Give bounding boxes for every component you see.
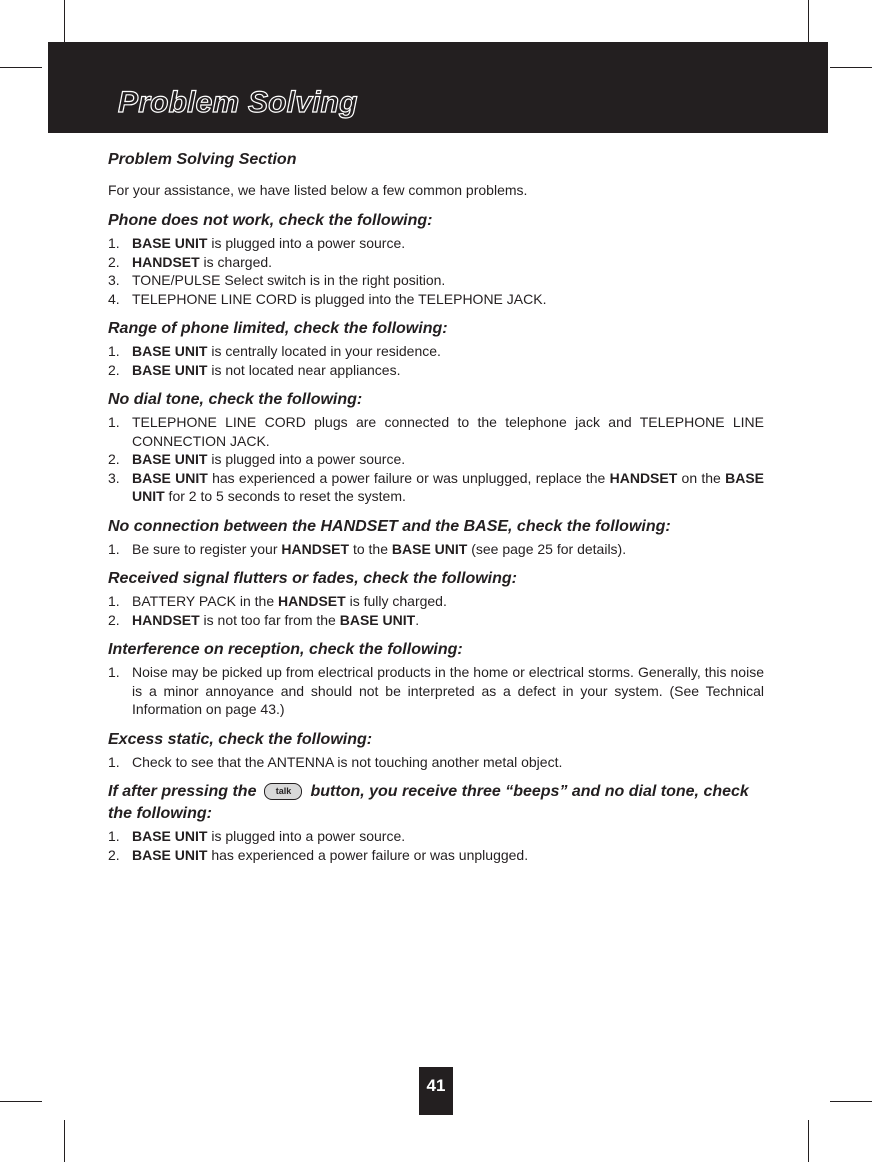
- list-item-text: TONE/PULSE Select switch is in the right position.: [132, 272, 446, 288]
- list-item: [108, 413, 764, 450]
- header-bar: [48, 42, 828, 133]
- list-item: [108, 342, 764, 361]
- list-item-number: 2.: [108, 361, 120, 378]
- bold-term: BASE UNIT: [132, 361, 208, 378]
- list-item: [108, 611, 764, 630]
- bold-term: BASE UNIT: [132, 469, 208, 486]
- list-item: [108, 846, 764, 865]
- list-item: [108, 290, 764, 309]
- crop-mark: [808, 0, 809, 42]
- list-item-number: 1.: [108, 593, 120, 609]
- list-item-number: 1.: [108, 828, 120, 844]
- list-item-number: 1.: [108, 540, 120, 557]
- bold-term: BASE UNIT: [339, 611, 416, 628]
- crop-mark: [0, 1101, 42, 1102]
- list-item-text: Be sure to register your: [132, 540, 282, 557]
- list-item-text: Check to see that the ANTENNA is not touching another metal object.: [132, 753, 563, 770]
- talk-key-icon: talk: [264, 783, 302, 800]
- bold-term: BASE UNIT: [132, 828, 208, 844]
- problem-section: [108, 318, 764, 379]
- item-list: [108, 413, 764, 506]
- list-item-text: BATTERY PACK in the: [132, 593, 279, 609]
- list-item-text: is plugged into a power source.: [207, 828, 406, 844]
- intro-heading: Problem Solving Section: [108, 151, 297, 168]
- list-item-text: is charged.: [199, 253, 273, 270]
- problem-section: [108, 210, 764, 308]
- list-item-number: 3.: [108, 272, 120, 288]
- list-item: [108, 663, 764, 719]
- bold-term: BASE UNIT: [132, 343, 208, 359]
- list-item-text: TELEPHONE LINE CORD plugs are connected to the telephone jack and TELEPHONE LINE CONNECTION JACK.: [132, 414, 764, 449]
- page-title: Problem Solving: [118, 86, 358, 119]
- list-item-number: 2.: [108, 611, 120, 628]
- crop-mark: [0, 67, 42, 68]
- list-item-text: has experienced a power failure or was unplugged.: [207, 846, 529, 863]
- list-item: [108, 450, 764, 469]
- bold-term: HANDSET: [609, 469, 678, 486]
- section-heading: Interference on reception, check the following:: [108, 641, 463, 658]
- crop-mark: [808, 1120, 809, 1162]
- crop-mark: [830, 67, 872, 68]
- list-item: [108, 253, 764, 272]
- list-item-text: is fully charged.: [345, 593, 447, 609]
- talk-section-heading: [108, 781, 764, 825]
- crop-mark: [64, 1120, 65, 1162]
- list-item-text: is plugged into a power source.: [207, 451, 406, 467]
- talk-heading-after: button, you receive three “beeps” and no dial tone, check the following:: [108, 783, 749, 822]
- list-item-text: is centrally located in your residence.: [207, 343, 441, 359]
- list-item-number: 1.: [108, 414, 120, 430]
- bold-term: BASE UNIT: [132, 235, 208, 251]
- bold-term: HANDSET: [132, 611, 200, 628]
- problem-section: [108, 516, 764, 559]
- list-item-text: is not too far from the: [199, 611, 340, 628]
- list-item-number: 2.: [108, 253, 120, 270]
- sections-container: [108, 210, 764, 771]
- talk-item-list: [108, 827, 764, 864]
- problem-section: [108, 729, 764, 772]
- list-item-text: (see page 25 for details).: [467, 540, 627, 557]
- list-item-text: is not located near appliances.: [207, 361, 401, 378]
- problem-section: [108, 568, 764, 629]
- crop-mark: [64, 0, 65, 42]
- list-item: [108, 592, 764, 611]
- problem-section: [108, 639, 764, 719]
- list-item: [108, 540, 764, 559]
- section-heading: Range of phone limited, check the following:: [108, 320, 448, 337]
- item-list: [108, 663, 764, 719]
- list-item-text: .: [415, 611, 420, 628]
- list-item: [108, 753, 764, 772]
- bold-term: BASE UNIT: [132, 451, 208, 467]
- bold-term: BASE UNIT: [391, 540, 468, 557]
- crop-mark: [830, 1101, 872, 1102]
- list-item-text: on the: [677, 469, 726, 486]
- list-item-number: 2.: [108, 451, 120, 467]
- bold-term: BASE UNIT: [132, 469, 765, 504]
- list-item: [108, 827, 764, 846]
- intro-text: For your assistance, we have listed below a few common problems.: [108, 182, 528, 198]
- item-list: [108, 342, 764, 379]
- list-item: [108, 469, 764, 506]
- list-item: [108, 361, 764, 380]
- list-item-text: has experienced a power failure or was unplugged, replace the: [207, 469, 610, 486]
- section-heading: No connection between the HANDSET and the BASE, check the following:: [108, 517, 671, 535]
- talk-heading-before: If after pressing the: [108, 783, 257, 800]
- list-item: [108, 271, 764, 290]
- bold-term: HANDSET: [278, 593, 346, 609]
- list-item-number: 1.: [108, 235, 120, 251]
- list-item-text: Noise may be picked up from electrical products in the home or electrical storms. Generally, this noise is a minor annoyance and should not be interpreted as a defect in your system. (See Technical Information on page 43.): [132, 664, 764, 717]
- item-list: [108, 753, 764, 772]
- item-list: [108, 592, 764, 629]
- list-item-text: TELEPHONE LINE CORD is plugged into the TELEPHONE JACK.: [132, 290, 547, 307]
- list-item-number: 2.: [108, 846, 120, 863]
- list-item-number: 3.: [108, 469, 120, 486]
- problem-section: [108, 389, 764, 506]
- section-heading: No dial tone, check the following:: [108, 391, 363, 408]
- bold-term: HANDSET: [281, 540, 350, 557]
- list-item-number: 4.: [108, 290, 120, 307]
- bold-term: BASE UNIT: [132, 846, 208, 863]
- bold-term: HANDSET: [132, 253, 200, 270]
- list-item-number: 1.: [108, 664, 120, 680]
- content: [108, 148, 764, 864]
- list-item-number: 1.: [108, 343, 120, 359]
- item-list: [108, 540, 764, 559]
- list-item-text: for 2 to 5 seconds to reset the system.: [164, 488, 406, 504]
- list-item-number: 1.: [108, 753, 120, 770]
- talk-section: [108, 781, 764, 864]
- item-list: [108, 234, 764, 308]
- list-item-text: is plugged into a power source.: [207, 235, 406, 251]
- list-item-text: to the: [349, 540, 392, 557]
- section-heading: Excess static, check the following:: [108, 730, 373, 748]
- section-heading: Phone does not work, check the following:: [108, 212, 433, 229]
- page-number: 41: [419, 1067, 453, 1115]
- list-item: [108, 234, 764, 253]
- section-heading: Received signal flutters or fades, check the following:: [108, 570, 517, 587]
